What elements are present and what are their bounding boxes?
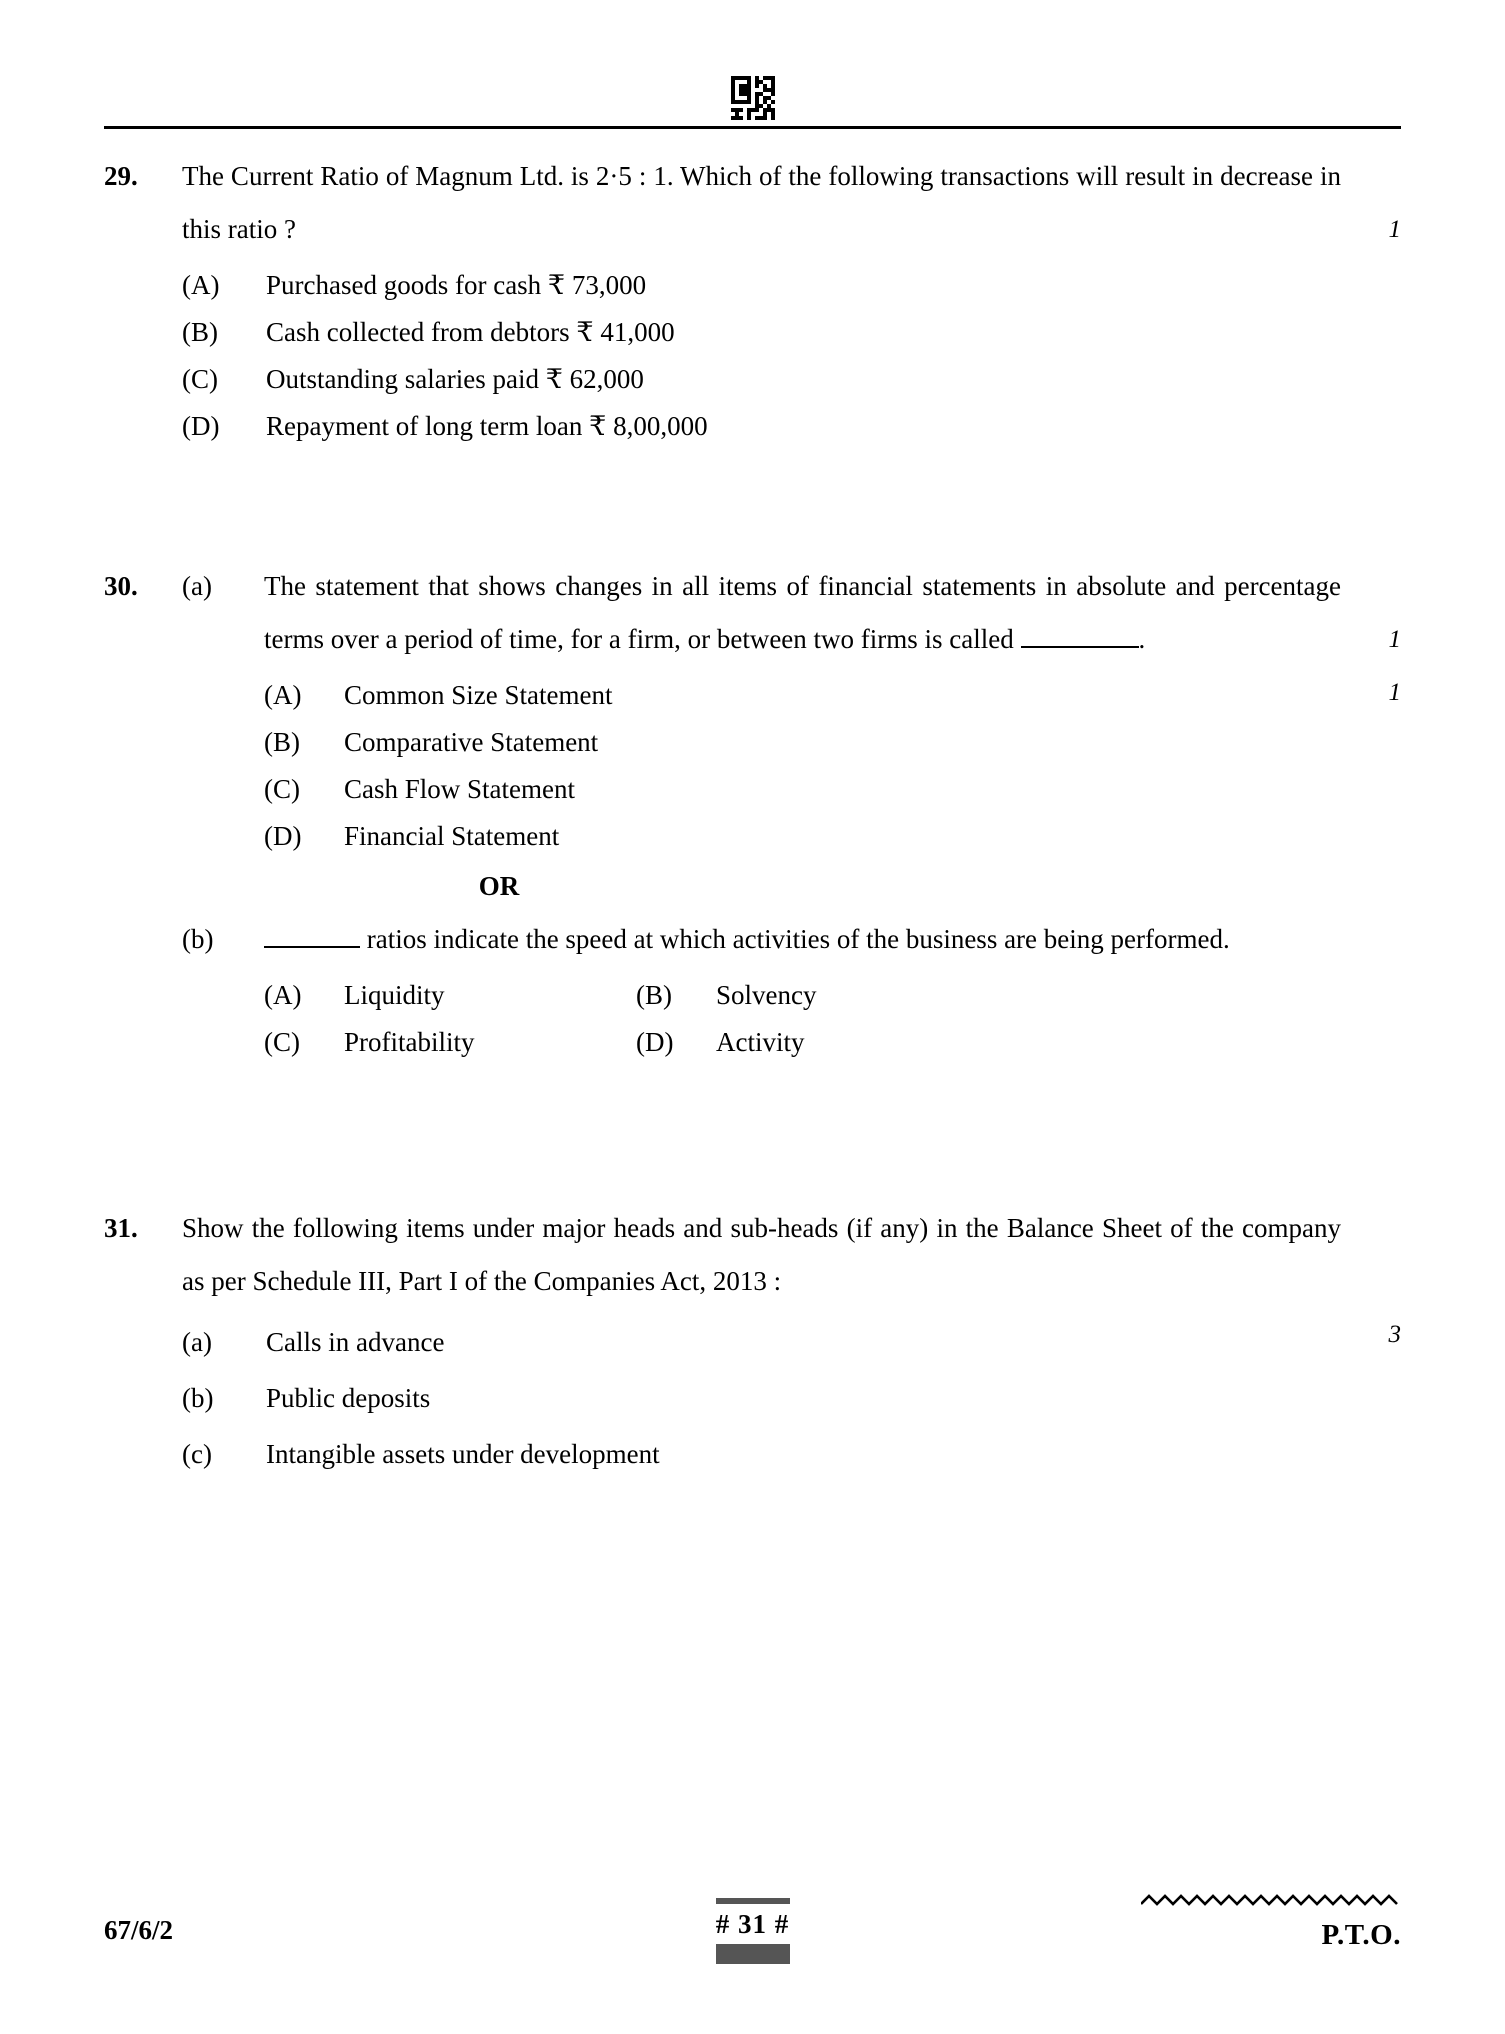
option-row[interactable]	[264, 972, 636, 1019]
question-30	[104, 560, 1401, 1066]
option-label: (B)	[636, 980, 672, 1010]
option-text: Solvency	[716, 980, 817, 1010]
question-30b-options	[264, 972, 1401, 1066]
option-row[interactable]	[636, 972, 817, 1019]
question-31-items	[182, 1314, 1401, 1482]
question-31-number: 31.	[104, 1213, 138, 1243]
option-text: Profitability	[344, 1027, 475, 1057]
spacer	[104, 1176, 1401, 1202]
question-30a-stem	[264, 560, 1401, 666]
list-item	[182, 1370, 1401, 1426]
option-label: (D)	[182, 411, 220, 441]
page-footer	[104, 1878, 1401, 1968]
answer-blank	[1021, 646, 1139, 648]
page-marker-bar-bottom	[716, 1944, 790, 1964]
item-label: (c)	[182, 1439, 212, 1469]
option-text: Cash collected from debtors ₹ 41,000	[266, 317, 675, 347]
option-label: (B)	[264, 727, 300, 757]
question-31	[104, 1202, 1401, 1482]
question-29-marks: 1	[1388, 216, 1401, 243]
pto-label: P.T.O.	[1321, 1919, 1401, 1951]
page-number: # 31 #	[715, 1909, 790, 1939]
option-text: Outstanding salaries paid ₹ 62,000	[266, 364, 644, 394]
option-label: (C)	[264, 1027, 300, 1057]
answer-blank	[264, 946, 360, 948]
option-text: Repayment of long term loan ₹ 8,00,000	[266, 411, 708, 441]
option-text: Cash Flow Statement	[344, 774, 575, 804]
option-row[interactable]	[182, 309, 1401, 356]
spacer	[104, 450, 1401, 560]
option-label: (D)	[264, 821, 302, 851]
option-label: (C)	[264, 774, 300, 804]
paper-code: 67/6/2	[104, 1915, 174, 1945]
list-item	[182, 1426, 1401, 1482]
question-29	[104, 150, 1401, 450]
question-31-stem: Show the following items under major heads and sub-heads (if any) in the Balance Sheet of the company as per Schedule III, Part I of the Companies Act, 2013 :	[182, 1213, 1341, 1296]
zigzag-divider-icon	[1141, 1893, 1401, 1909]
option-row[interactable]	[636, 1019, 805, 1066]
stem-text-pre: The statement that shows changes in all items of financial statements in absolute and percentage terms over a period of time, for a firm, or between two firms is called	[264, 571, 1341, 654]
option-row-pair	[264, 972, 1401, 1019]
item-text: Public deposits	[266, 1383, 431, 1413]
item-text: Calls in advance	[266, 1327, 445, 1357]
option-row[interactable]	[264, 719, 1401, 766]
header-divider	[104, 126, 1401, 129]
page-number-block	[673, 1898, 833, 1964]
spacer	[104, 1066, 1401, 1176]
item-text: Intangible assets under development	[266, 1439, 660, 1469]
question-30b-marks: 1	[1388, 626, 1401, 653]
qr-code-icon	[731, 76, 775, 120]
option-row[interactable]	[182, 403, 1401, 450]
question-30-part-a	[182, 560, 1401, 860]
option-label: (A)	[264, 680, 302, 710]
stem-text-post: .	[1138, 624, 1146, 654]
option-row[interactable]	[264, 813, 1401, 860]
option-label: (A)	[182, 270, 220, 300]
option-text: Activity	[716, 1027, 805, 1057]
option-row[interactable]	[264, 672, 1401, 719]
option-text: Comparative Statement	[344, 727, 599, 757]
option-text: Financial Statement	[344, 821, 560, 851]
option-label: (C)	[182, 364, 218, 394]
question-30b-stem	[264, 913, 1401, 966]
item-label: (b)	[182, 1383, 214, 1413]
question-31-marks: 3	[1388, 1321, 1401, 1348]
pto-block	[1141, 1893, 1401, 1952]
option-row[interactable]	[182, 262, 1401, 309]
option-row[interactable]	[182, 356, 1401, 403]
item-label: (a)	[182, 1327, 212, 1357]
part-label: (a)	[182, 571, 212, 601]
qr-code-container	[0, 76, 1505, 120]
part-label: (b)	[182, 924, 214, 954]
option-row[interactable]	[264, 766, 1401, 813]
question-29-number: 29.	[104, 161, 138, 191]
option-row-pair	[264, 1019, 1401, 1066]
list-item	[182, 1314, 1401, 1370]
or-separator: OR	[478, 871, 520, 901]
question-29-stem: The Current Ratio of Magnum Ltd. is 2·5 : 1. Which of the following transactions will result in decrease in this ratio ?	[182, 161, 1341, 244]
question-30a-marks: 1	[1388, 679, 1401, 706]
option-text: Purchased goods for cash ₹ 73,000	[266, 270, 647, 300]
questions-container	[104, 150, 1401, 1482]
option-text: Liquidity	[344, 980, 445, 1010]
question-30a-options	[264, 672, 1401, 860]
question-29-options	[182, 262, 1401, 450]
option-label: (A)	[264, 980, 302, 1010]
question-30-number: 30.	[104, 571, 138, 601]
stem-text-post: ratios indicate the speed at which activities of the business are being performed.	[360, 924, 1230, 954]
option-row[interactable]	[264, 1019, 636, 1066]
option-label: (B)	[182, 317, 218, 347]
option-text: Common Size Statement	[344, 680, 613, 710]
page-marker-bar-top	[716, 1898, 790, 1904]
option-label: (D)	[636, 1027, 674, 1057]
